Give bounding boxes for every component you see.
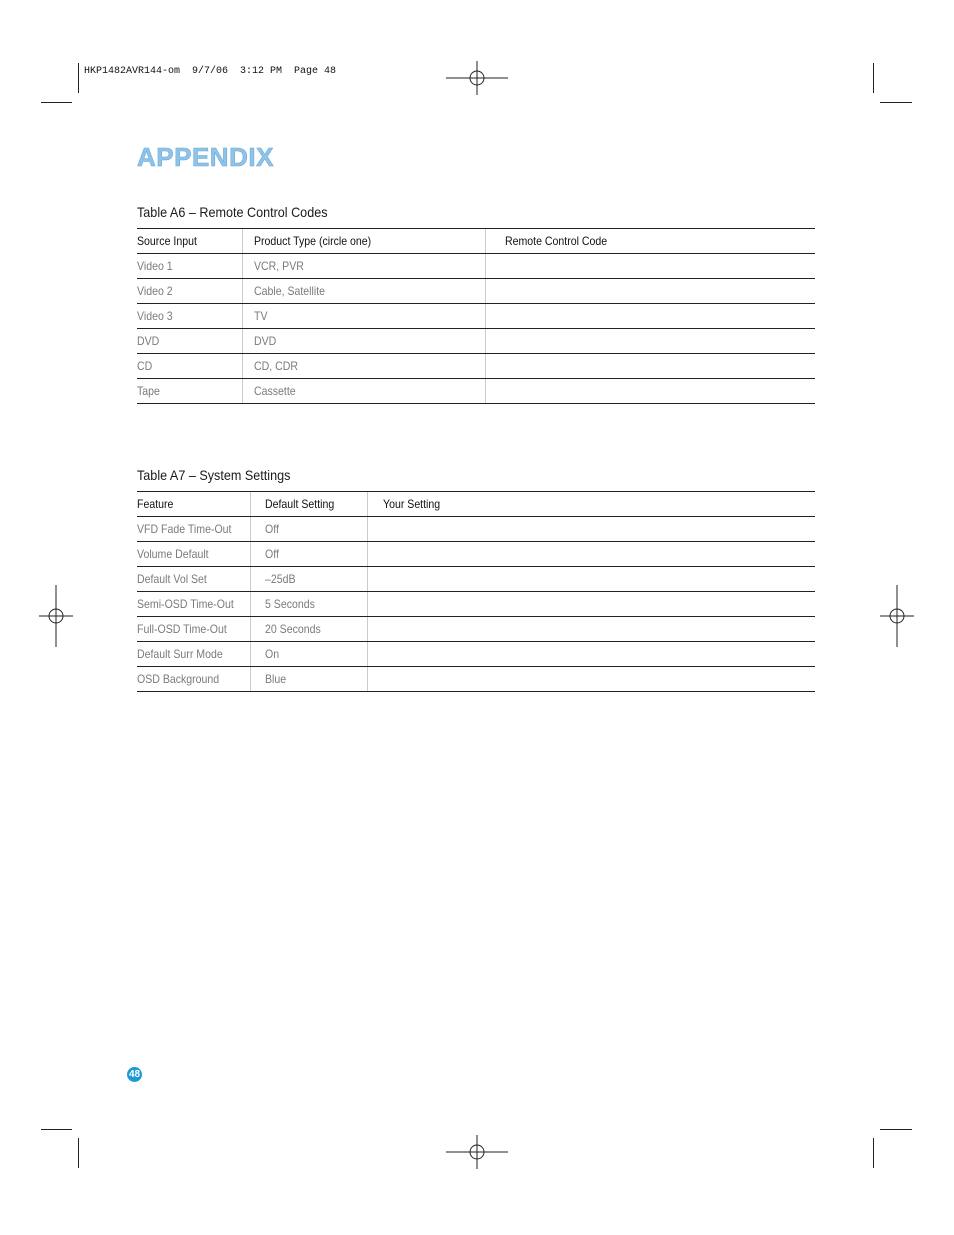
product-type-cell: TV	[242, 304, 485, 329]
crop-mark-bottom-left-h	[41, 1129, 72, 1130]
table-row	[137, 517, 815, 542]
feature-cell: Default Vol Set	[137, 567, 250, 592]
table-row	[137, 279, 815, 304]
registration-mark-bottom-icon	[446, 1121, 508, 1183]
default-setting-cell: Off	[250, 542, 367, 567]
your-setting-cell[interactable]	[367, 667, 815, 692]
default-setting-cell: 5 Seconds	[250, 592, 367, 617]
column-header: Default Setting	[250, 492, 367, 517]
column-header: Remote Control Code	[485, 229, 815, 254]
table-a6-remote-codes	[137, 228, 815, 404]
table-row	[137, 592, 815, 617]
remote-code-cell[interactable]	[485, 329, 815, 354]
crop-mark-bottom-right-v	[873, 1138, 874, 1168]
column-header: Feature	[137, 492, 250, 517]
registration-mark-right-icon	[866, 585, 928, 647]
source-input-cell: Tape	[137, 379, 242, 404]
your-setting-cell[interactable]	[367, 642, 815, 667]
product-type-cell: Cassette	[242, 379, 485, 404]
product-type-cell: DVD	[242, 329, 485, 354]
source-input-cell: Video 1	[137, 254, 242, 279]
remote-code-cell[interactable]	[485, 254, 815, 279]
remote-code-cell[interactable]	[485, 379, 815, 404]
table-header-row	[137, 492, 815, 517]
column-header: Your Setting	[367, 492, 815, 517]
source-input-cell: CD	[137, 354, 242, 379]
registration-mark-left-icon	[25, 585, 87, 647]
column-header: Source Input	[137, 229, 242, 254]
table-row	[137, 617, 815, 642]
source-input-cell: DVD	[137, 329, 242, 354]
product-type-cell: Cable, Satellite	[242, 279, 485, 304]
table-row	[137, 254, 815, 279]
crop-mark-top-left-h	[41, 102, 72, 103]
table-row	[137, 329, 815, 354]
table-a7-caption: Table A7 – System Settings	[137, 467, 291, 483]
crop-mark-top-right-h	[880, 102, 912, 103]
default-setting-cell: –25dB	[250, 567, 367, 592]
feature-cell: OSD Background	[137, 667, 250, 692]
registration-mark-top-icon	[446, 47, 508, 109]
your-setting-cell[interactable]	[367, 617, 815, 642]
page-title: APPENDIX	[137, 142, 274, 172]
remote-code-cell[interactable]	[485, 354, 815, 379]
table-row	[137, 642, 815, 667]
table-a7-system-settings	[137, 491, 815, 692]
table-a6-caption: Table A6 – Remote Control Codes	[137, 204, 328, 220]
feature-cell: Semi-OSD Time-Out	[137, 592, 250, 617]
crop-mark-bottom-right-h	[880, 1129, 912, 1130]
default-setting-cell: Blue	[250, 667, 367, 692]
default-setting-cell: Off	[250, 517, 367, 542]
your-setting-cell[interactable]	[367, 592, 815, 617]
crop-mark-top-right-v	[873, 63, 874, 93]
table-row	[137, 379, 815, 404]
crop-mark-top-left-v	[78, 63, 79, 93]
default-setting-cell: On	[250, 642, 367, 667]
page-number-badge: 48	[128, 1069, 141, 1080]
printer-slug: HKP1482AVR144-om 9/7/06 3:12 PM Page 48	[84, 66, 337, 77]
table-row	[137, 542, 815, 567]
feature-cell: Default Surr Mode	[137, 642, 250, 667]
table-row	[137, 567, 815, 592]
feature-cell: VFD Fade Time-Out	[137, 517, 250, 542]
product-type-cell: CD, CDR	[242, 354, 485, 379]
your-setting-cell[interactable]	[367, 567, 815, 592]
feature-cell: Volume Default	[137, 542, 250, 567]
remote-code-cell[interactable]	[485, 304, 815, 329]
table-row	[137, 667, 815, 692]
product-type-cell: VCR, PVR	[242, 254, 485, 279]
your-setting-cell[interactable]	[367, 517, 815, 542]
default-setting-cell: 20 Seconds	[250, 617, 367, 642]
remote-code-cell[interactable]	[485, 279, 815, 304]
table-header-row	[137, 229, 815, 254]
your-setting-cell[interactable]	[367, 542, 815, 567]
table-row	[137, 304, 815, 329]
source-input-cell: Video 2	[137, 279, 242, 304]
feature-cell: Full-OSD Time-Out	[137, 617, 250, 642]
table-row	[137, 354, 815, 379]
column-header: Product Type (circle one)	[242, 229, 485, 254]
source-input-cell: Video 3	[137, 304, 242, 329]
crop-mark-bottom-left-v	[78, 1138, 79, 1168]
